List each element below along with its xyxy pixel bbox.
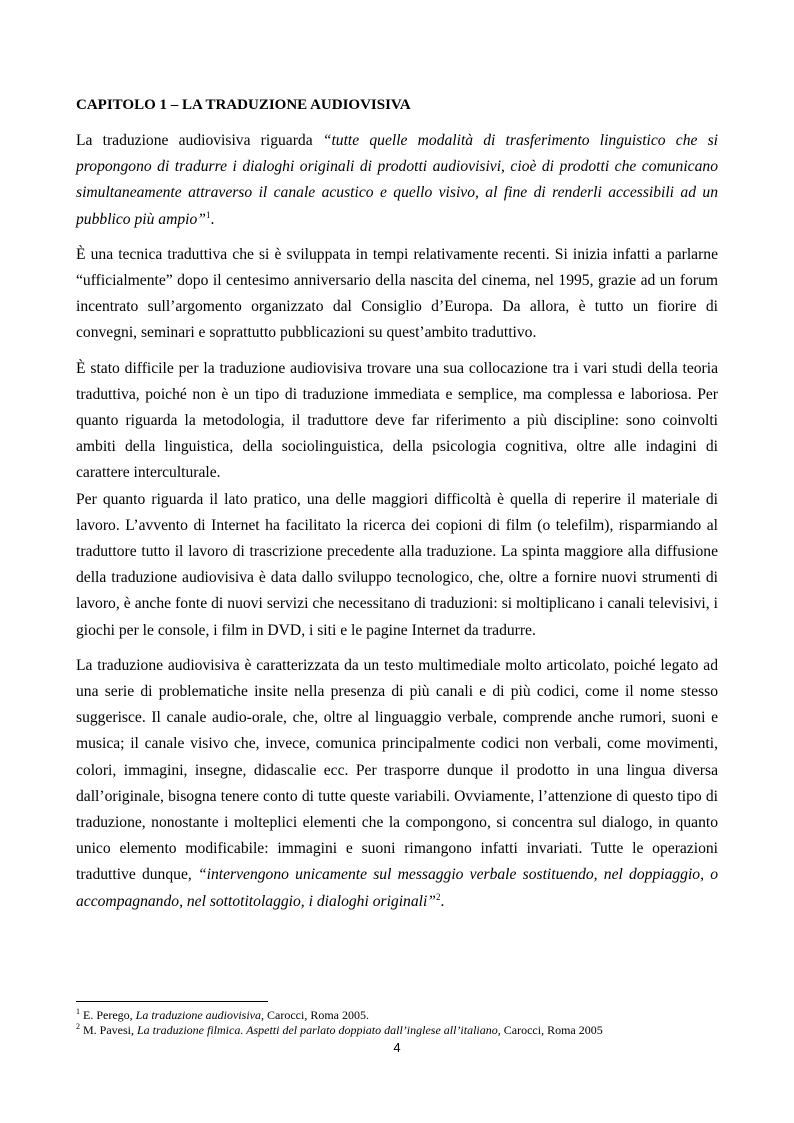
footnote-1: [76, 1008, 718, 1023]
paragraph-2: È una tecnica traduttiva che si è sviluppata in tempi relativamente recenti. Si inizia infatti a parlarne “ufficialmente” dopo il centesimo anniversario della nascita del cinema, nel 1995, grazie ad un forum incentrato sull’argomento organizzato dal Consiglio d’Europa. Da allora, è tutto un fiorire di convegni, seminari e soprattutto pubblicazioni su quest’ambito traduttivo.: [76, 245, 718, 342]
footnote-2-author: M. Pavesi,: [83, 1023, 137, 1037]
footnote-2: [76, 1023, 718, 1038]
paragraph-5: [76, 653, 718, 915]
paragraph-3: È stato difficile per la traduzione audiovisiva trovare una sua collocazione tra i vari studi della teoria traduttiva, poiché non è un tipo di traduzione immediata e semplice, ma complessa e laboriosa. Per quanto riguarda la metodologia, il traduttore deve far riferimento a più discipline: sono coinvolti ambiti della linguistica, della sociolinguistica, della psicologia cognitiva, oltre alle indagini di carattere interculturale.: [76, 359, 718, 482]
footnote-1-author: E. Perego,: [83, 1008, 136, 1022]
page-body: [76, 94, 718, 915]
footnote-2-rest: , Carocci, Roma 2005: [497, 1023, 603, 1037]
chapter-title: CAPITOLO 1 – LA TRADUZIONE AUDIOVISIVA: [76, 97, 411, 113]
page-number: 4: [393, 1040, 401, 1055]
footnote-1-rest: , Carocci, Roma 2005.: [261, 1008, 369, 1022]
paragraph-5-lead: La traduzione audiovisiva è caratterizzata da un testo multimediale molto articolato, poiché legato ad una serie di problematiche insite nella presenza di più canali e di più codici, come il nome stesso suggerisce. Il canale audio-orale, che, oltre al linguaggio verbale, comprende anche rumori, suoni e musica; il canale visivo che, invece, comunica principalmente codici non verbali, come movimenti, colori, immagini, insegne, didascalie ecc. Per trasporre dunque il prodotto in una lingua diversa dall’originale, bisogna tenere conto di tutte queste variabili. Ovviamente, l’attenzione di questo tipo di traduzione, nonostante i molteplici elementi che la compongono, si concentra sul dialogo, in quanto unico elemento modificabile: immagini e suoni rimangono infatti invariati. Tutte le operazioni traduttive dunque,: [76, 656, 718, 884]
footnote-separator: [76, 1001, 268, 1002]
footnote-2-number: 2: [76, 1022, 80, 1031]
paragraph-4: Per quanto riguarda il lato pratico, una delle maggiori difficoltà è quella di reperire il materiale di lavoro. L’avvento di Internet ha facilitato la ricerca dei copioni di film (o telefilm), risparmiando al traduttore tutto il lavoro di trascrizione precedente alla traduzione. La spinta maggiore alla diffusione della traduzione audiovisiva è data dallo sviluppo tecnologico, che, oltre a fornire nuovi strumenti di lavoro, è anche fonte di nuovi servizi che necessitano di traduzioni: si moltiplicano i canali televisivi, i giochi per le console, i film in DVD, i siti e le pagine Internet da tradurre.: [76, 490, 718, 639]
paragraph-5-quote: “intervengono unicamente sul messaggio verbale sostituendo, nel doppiaggio, o accompagnando, nel sottotitolaggio, i dialoghi originali”: [76, 866, 718, 910]
footnote-ref-2: 2: [435, 891, 441, 902]
paragraph-5-tail: .: [440, 892, 445, 910]
footnotes: [76, 1008, 718, 1038]
paragraph-1-quote: “tutte quelle modalità di trasferimento linguistico che si propongono di tradurre i dialoghi originali di prodotti audiovisivi, cioè di prodotti che comunicano simultaneamente attraverso il canale acustico e quello visivo, al fine di renderli accessibili ad un pubblico più ampio”: [76, 132, 718, 228]
paragraph-1: [76, 128, 718, 233]
footnote-2-title: La traduzione filmica. Aspetti del parlato doppiato dall’inglese all’italiano: [137, 1023, 498, 1037]
footnote-1-title: La traduzione audiovisiva: [135, 1008, 261, 1022]
footnote-1-number: 1: [76, 1007, 80, 1016]
footnote-ref-1: 1: [205, 209, 211, 220]
paragraph-1-tail: .: [210, 210, 215, 228]
paragraph-1-lead: La traduzione audiovisiva riguarda: [76, 132, 323, 149]
